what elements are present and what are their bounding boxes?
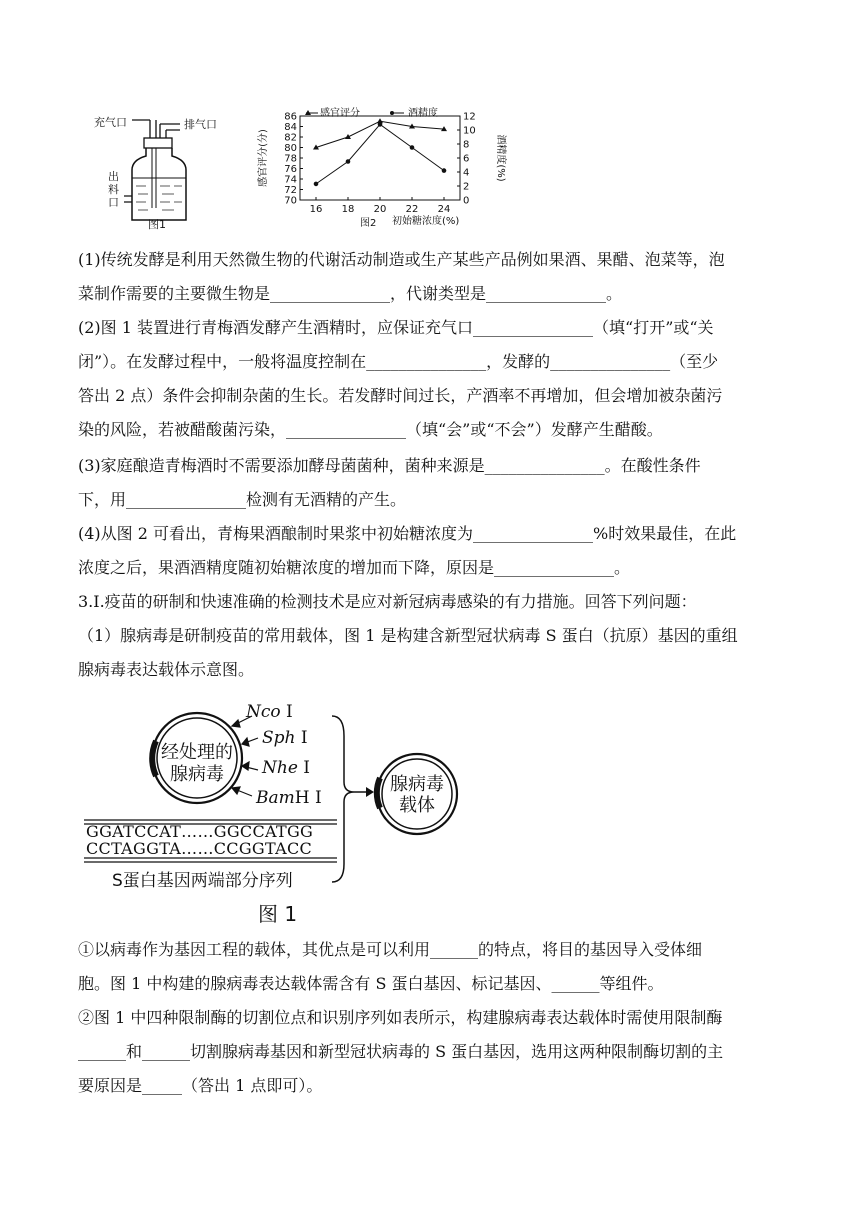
question-part-4-line-2: 浓度之后，果酒酒精度随初始糖浓度的增加而下降，原因是_______________。 (78, 558, 631, 577)
left-axis-label: 感官评分(分) (258, 129, 269, 187)
x-tick-label: 24 (437, 204, 451, 215)
right-tick-label: 10 (463, 125, 476, 137)
left-tick-label: 74 (284, 174, 297, 186)
left-tick-label: 86 (284, 111, 297, 123)
alcohol-content-point (378, 122, 383, 127)
figure-1 (88, 108, 238, 233)
x-axis-label: 初始糖浓度(%) (392, 216, 460, 227)
legend-alcohol-marker (390, 111, 394, 115)
question-part-1-line-2: 菜制作需要的主要微生物是_______________，代谢类型是_______________。 (78, 284, 623, 303)
x-tick-label: 22 (405, 204, 419, 215)
question-part-1-line-1: (1)传统发酵是利用天然微生物的代谢活动制造或生产某些产品例如果酒、果醋、泡菜等，泡 (78, 250, 725, 269)
adenovirus-vector-label (382, 774, 452, 816)
sugar-concentration-chart (252, 104, 512, 232)
figure-1-caption: 图1 (148, 218, 166, 231)
right-tick-label: 0 (463, 195, 470, 207)
processed-adenovirus-line-1: 经处理的 (161, 742, 233, 763)
left-tick-label: 82 (284, 132, 297, 144)
right-tick-label: 6 (463, 153, 470, 165)
s-gene-sequence-caption: S蛋白基因两端部分序列 (112, 871, 293, 891)
question-part-2-line-3: 答出 2 点）条件会抑制杂菌的生长。若发酵时间过长，产酒率不再增加，但会增加被杂菌污 (78, 386, 723, 405)
sub-question-1-line-2: 胞。图 1 中构建的腺病毒表达载体需含有 S 蛋白基因、标记基因、______等组件。 (78, 974, 664, 993)
adenovirus-vector-line-1: 腺病毒 (390, 774, 444, 795)
left-tick-label: 78 (284, 153, 297, 165)
question-part-4-line-1: (4)从图 2 可看出，青梅果酒酿制时果浆中初始糖浓度为_______________%时效果最佳，在此 (78, 524, 737, 543)
left-tick-label: 84 (284, 122, 297, 133)
enzyme-label-bamhi: BamH I (256, 788, 322, 808)
left-tick-label: 80 (284, 143, 297, 154)
right-tick-label: 12 (463, 111, 476, 123)
outlet-label: 排气口 (184, 118, 217, 131)
figure-2-caption: 图2 (360, 218, 377, 229)
figure-vector-caption: 图 1 (258, 902, 298, 926)
enzyme-label-sph: Sph I (262, 728, 308, 748)
adenovirus-vector-line-2: 载体 (399, 795, 435, 816)
left-tick-label: 72 (284, 185, 297, 196)
alcohol-content-point (314, 182, 319, 187)
right-tick-label: 4 (463, 167, 470, 179)
x-tick-label: 18 (341, 204, 355, 215)
processed-adenovirus-label (152, 742, 242, 786)
x-tick-label: 16 (309, 204, 323, 215)
question-part-3-line-2: 下，用_______________检测有无酒精的产生。 (78, 490, 407, 509)
figure-vector-construction (82, 696, 482, 926)
legend-alcohol-label: 酒精度 (408, 108, 438, 119)
x-tick-label: 20 (373, 204, 387, 215)
s-gene-sequence-top: GGATCCAT……GGCCATGG (86, 822, 314, 841)
right-axis-label: 酒精度(%) (495, 134, 506, 182)
question-part-2-line-2: 闭”）。在发酵过程中，一般将温度控制在_______________，发酵的_______________（至少 (78, 352, 719, 371)
alcohol-content-point (346, 159, 351, 164)
left-tick-label: 76 (284, 164, 297, 175)
right-tick-label: 2 (463, 181, 470, 193)
inlet-label: 充气口 (94, 116, 127, 129)
material-outlet-label: 出料口 (108, 170, 119, 209)
alcohol-content-line (316, 124, 444, 183)
alcohol-content-point (410, 145, 415, 150)
question-part-2-line-4: 染的风险，若被醋酸菌污染，_______________（填“会”或“不会”）发酵产生醋酸。 (78, 420, 663, 439)
left-tick-label: 70 (284, 195, 297, 207)
legend-sensory-label: 感官评分 (320, 108, 360, 119)
question-3-part-1-line-2: 腺病毒表达载体示意图。 (78, 660, 255, 679)
sub-question-2-line-3: 要原因是_____（答出 1 点即可）。 (78, 1076, 323, 1095)
sub-question-1-line-1: ①以病毒作为基因工程的载体，其优点是可以利用______的特点，将目的基因导入受体细 (78, 940, 703, 959)
alcohol-content-point (442, 168, 447, 173)
enzyme-label-nhe: Nhe I (262, 758, 311, 778)
enzyme-label-nco: Nco I (246, 702, 293, 722)
figure-2 (252, 104, 512, 232)
sub-question-2-line-1: ②图 1 中四种限制酶的切割位点和识别序列如表所示，构建腺病毒表达载体时需使用限制酶 (78, 1008, 723, 1027)
question-3-part-1-line-1: （1）腺病毒是研制疫苗的常用载体，图 1 是构建含新型冠状病毒 S 蛋白（抗原）基因的重组 (78, 626, 738, 645)
sub-question-2-line-2: ______和______切割腺病毒基因和新型冠状病毒的 S 蛋白基因，选用这两种限制酶切割的主 (78, 1042, 724, 1061)
right-tick-label: 8 (463, 139, 470, 151)
processed-adenovirus-line-2: 腺病毒 (170, 764, 224, 785)
s-gene-sequence-bottom: CCTAGGTA……CCGGTACC (86, 839, 313, 858)
question-part-3-line-1: (3)家庭酿造青梅酒时不需要添加酵母菌菌种，菌种来源是_______________。在酸性条件 (78, 456, 701, 475)
question-part-2-line-1: (2)图 1 装置进行青梅酒发酵产生酒精时，应保证充气口_______________（填“打开”或“关 (78, 318, 714, 337)
question-3-heading: 3.Ⅰ.疫苗的研制和快速准确的检测技术是应对新冠病毒感染的有力措施。回答下列问题： (78, 592, 697, 611)
